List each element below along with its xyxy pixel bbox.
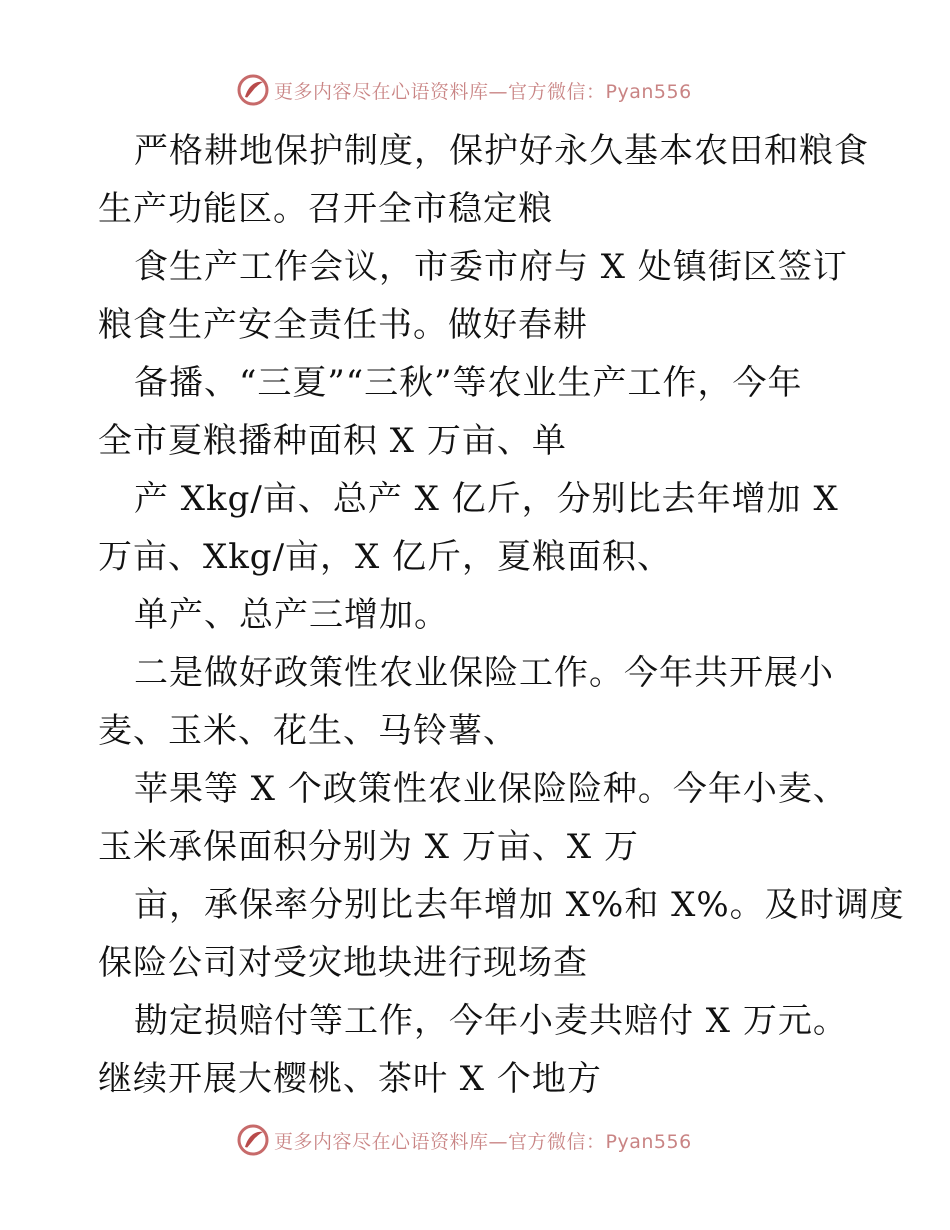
- paragraph-line: 苹果等 X 个政策性农业保险险种。今年小麦、: [134, 769, 848, 809]
- paragraph-line: 产 Xkg/亩、总产 X 亿斤，分别比去年增加 X: [134, 479, 839, 519]
- paragraph-line: 继续开展大樱桃、茶叶 X 个地方: [98, 1059, 602, 1099]
- paragraph-line: 食生产工作会议，市委市府与 X 处镇街区签订: [134, 247, 848, 287]
- paragraph-line: 粮食生产安全责任书。做好春耕: [98, 305, 588, 345]
- paragraph-line: 麦、玉米、花生、马铃薯、: [98, 711, 518, 751]
- paragraph-line: 二是做好政策性农业保险工作。今年共开展小: [134, 653, 834, 693]
- paragraph-line: 保险公司对受灾地块进行现场查: [98, 943, 588, 983]
- paragraph-line: 生产功能区。召开全市稳定粮: [98, 189, 553, 229]
- watermark-text: 更多内容尽在心语资料库—官方微信：Pyan556: [274, 1130, 692, 1153]
- paragraph-line: 单产、总产三增加。: [134, 595, 449, 635]
- watermark-logo-icon: [236, 1123, 270, 1157]
- paragraph-line: 万亩、Xkg/亩，X 亿斤，夏粮面积、: [98, 537, 673, 577]
- paragraph-line: 备播、“三夏”“三秋”等农业生产工作，今年: [134, 363, 803, 403]
- paragraph-line: 全市夏粮播种面积 X 万亩、单: [98, 421, 567, 461]
- paragraph-line: 勘定损赔付等工作，今年小麦共赔付 X 万元。: [134, 1001, 848, 1041]
- watermark-text: 更多内容尽在心语资料库—官方微信：Pyan556: [274, 80, 692, 103]
- paragraph-line: 亩，承保率分别比去年增加 X%和 X%。及时调度: [134, 885, 905, 925]
- paragraph-line: 严格耕地保护制度，保护好永久基本农田和粮食: [134, 131, 869, 171]
- header-watermark: [236, 72, 692, 108]
- paragraph-line: 玉米承保面积分别为 X 万亩、X 万: [98, 827, 639, 867]
- footer-watermark: [236, 1122, 692, 1158]
- watermark-logo-icon: [236, 73, 270, 107]
